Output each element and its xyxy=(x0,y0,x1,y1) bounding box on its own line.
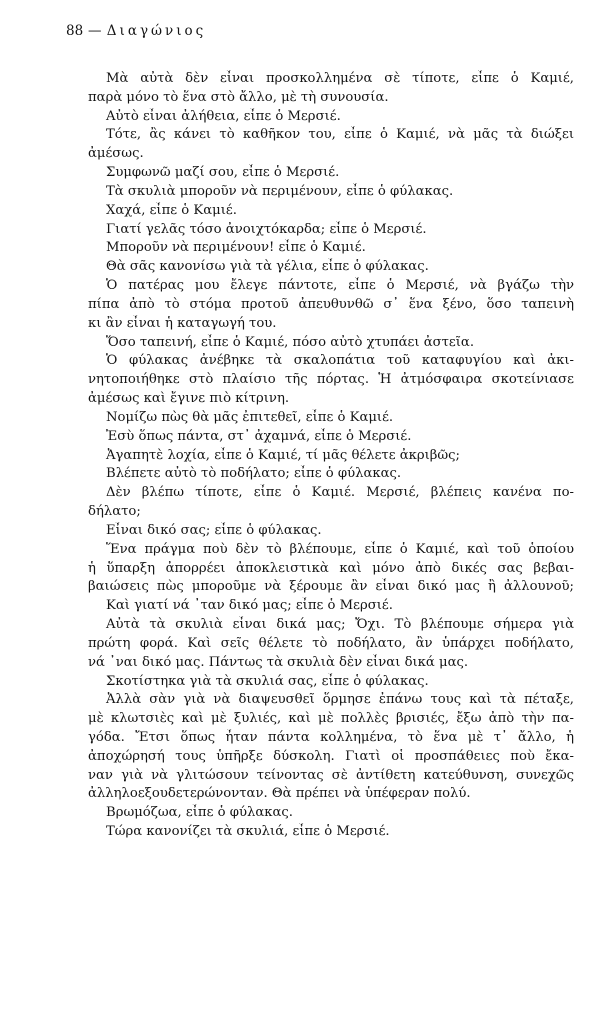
text-line: ἀλληλοεξουδετερώνονταν. Θὰ πρέπει νὰ ὑπέφεραν πολύ. xyxy=(88,786,471,802)
text-line: Βρωμόζωα, εἶπε ὁ φύλακας. xyxy=(106,805,293,821)
text-line: ἀμέσως καὶ ἔγινε πιὸ κίτρινη. xyxy=(88,391,290,407)
text-line: ναν γιὰ νὰ γλιτώσουν τείνοντας σὲ ἀντίθετη κατεύθυνση, συνεχῶς xyxy=(88,767,574,783)
page-number: 88 xyxy=(66,23,84,39)
text-line: Σκοτίστηκα γιὰ τὰ σκυλιά σας, εἶπε ὁ φύλακας. xyxy=(106,673,429,689)
text-line: Εἶναι δικό σας; εἶπε ὁ φύλακας. xyxy=(106,522,322,538)
text-line: Χαχά, εἶπε ὁ Καμιέ. xyxy=(106,202,237,218)
text-line: Μποροῦν νὰ περιμένουν! εἶπε ὁ Καμιέ. xyxy=(106,240,366,256)
running-header xyxy=(66,23,206,39)
text-line: Τότε, ἂς κάνει τὸ καθῆκον του, εἶπε ὁ Καμιέ, νὰ μᾶς τὰ διώξει xyxy=(106,127,574,143)
text-line: ἀποχώρησή τους ὑπῆρξε δύσκολη. Γιατὶ οἱ προσπάθειες ποὺ ἔκα- xyxy=(88,748,574,764)
text-line: Ἕνα πράγμα ποὺ δὲν τὸ βλέπουμε, εἶπε ὁ Καμιέ, καὶ τοῦ ὁποίου xyxy=(106,541,574,557)
text-line: Ὁ φύλακας ἀνέβηκε τὰ σκαλοπάτια τοῦ καταφυγίου καὶ ἀκι- xyxy=(106,353,574,369)
text-line: νητοποιήθηκε στὸ πλαίσιο τῆς πόρτας. Ἡ ἀτμόσφαιρα σκοτείνιασε xyxy=(88,372,574,388)
header-dash: — xyxy=(87,23,102,39)
text-line: Τὰ σκυλιὰ μποροῦν νὰ περιμένουν, εἶπε ὁ φύλακας. xyxy=(106,183,454,199)
text-line: Ὅσο ταπεινή, εἶπε ὁ Καμιέ, πόσο αὐτὸ χτυπάει ἀστεῖα. xyxy=(106,334,475,350)
text-line: Νομίζω πὼς θὰ μᾶς ἐπιτεθεῖ, εἶπε ὁ Καμιέ. xyxy=(106,409,394,425)
text-line: Τώρα κανονίζει τὰ σκυλιά, εἶπε ὁ Μερσιέ. xyxy=(106,824,390,840)
text-line: Βλέπετε αὐτὸ τὸ ποδήλατο; εἶπε ὁ φύλακας. xyxy=(106,466,402,482)
text-line: Ἀλλὰ σὰν γιὰ νὰ διαψευσθεῖ ὅρμησε ἐπάνω τους καὶ τὰ πέταξε, xyxy=(106,692,574,708)
text-line: νά ᾽ναι δικό μας. Πάντως τὰ σκυλιὰ δὲν εἶναι δικά μας. xyxy=(88,654,469,670)
text-line: Θὰ σᾶς κανονίσω γιὰ τὰ γέλια, εἶπε ὁ φύλακας. xyxy=(106,259,429,275)
text-line: γόδα. Ἔτσι ὅπως ἦταν πάντα κολλημένα, τὸ ἕνα μὲ τ᾽ ἄλλο, ἡ xyxy=(88,729,574,745)
body-text xyxy=(88,70,574,842)
text-line: Ἐσὺ ὅπως πάντα, στ᾽ ἀχαμνά, εἶπε ὁ Μερσιέ. xyxy=(106,428,412,444)
text-line: βαιώσεις πὼς μποροῦμε νὰ ξέρουμε ἂν εἶναι δικό μας ἢ ἀλλουνοῦ; xyxy=(88,579,574,595)
text-line: Γιατί γελᾶς τόσο ἀνοιχτόκαρδα; εἶπε ὁ Μερσιέ. xyxy=(106,221,427,237)
text-line: μὲ κλωτσιὲς καὶ μὲ ξυλιές, καὶ μὲ πολλὲς βρισιές, ἔξω ἀπὸ τὴν πα- xyxy=(88,711,574,727)
text-line: πρώτη φορά. Καὶ σεῖς θέλετε τὸ ποδήλατο, ἂν ὑπάρχει ποδήλατο, xyxy=(88,635,574,651)
text-line: κι ἂν εἶναι ἡ καταγωγή του. xyxy=(88,315,277,331)
text-line: ἀμέσως. xyxy=(88,146,144,162)
text-line: Καὶ γιατί νά ᾽ταν δικό μας; εἶπε ὁ Μερσιέ. xyxy=(106,598,393,614)
text-line: Συμφωνῶ μαζί σου, εἶπε ὁ Μερσιέ. xyxy=(106,165,340,181)
text-line: Αὐτὸ εἶναι ἀλήθεια, εἶπε ὁ Μερσιέ. xyxy=(106,108,341,124)
text-line: ἡ ὕπαρξη ἀπορρέει ἀποκλειστικὰ καὶ μόνο ἀπὸ δικές σας βεβαι- xyxy=(88,560,574,576)
text-line: Ἀγαπητὲ λοχία, εἶπε ὁ Καμιέ, τί μᾶς θέλετε ἀκριβῶς; xyxy=(106,447,461,463)
text-line: Αὐτὰ τὰ σκυλιὰ εἶναι δικά μας; Ὄχι. Τὸ βλέπουμε σήμερα γιὰ xyxy=(106,617,574,633)
book-title: Διαγώνιος xyxy=(106,23,207,39)
text-line: Δὲν βλέπω τίποτε, εἶπε ὁ Καμιέ. Μερσιέ, βλέπεις κανένα πο- xyxy=(106,485,574,501)
text-line: Μὰ αὐτὰ δὲν εἶναι προσκολλημένα σὲ τίποτε, εἶπε ὁ Καμιέ, xyxy=(106,71,574,86)
text-line: παρὰ μόνο τὸ ἕνα στὸ ἄλλο, μὲ τὴ συνουσία. xyxy=(88,89,389,105)
text-line: πίπα ἀπὸ τὸ στόμα προτοῦ ἀπευθυνθῶ σ᾽ ἕνα ξένο, ὅσο ταπεινὴ xyxy=(88,296,574,312)
text-line: Ὁ πατέρας μου ἔλεγε πάντοτε, εἶπε ὁ Μερσιέ, νὰ βγάζω τὴν xyxy=(106,278,574,294)
text-line: δήλατο; xyxy=(88,504,141,520)
